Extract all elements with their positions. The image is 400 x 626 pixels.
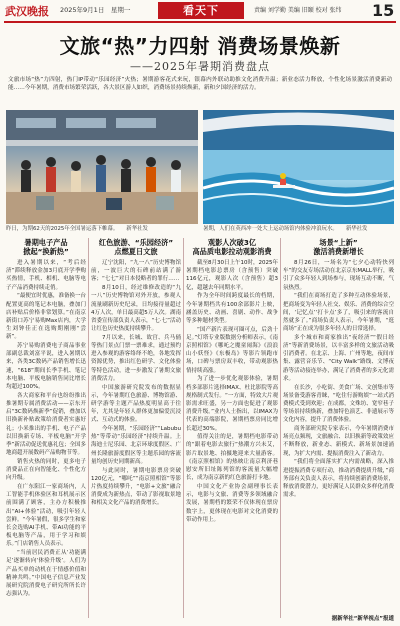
column-divider [88, 238, 89, 618]
article-paragraph: 各大商家和平台也纷纷推出推暑期专属消费活动——京东开启“3C数码焕新季”促销，叠加以旧换新补贴政策给消费者实惠好礼；小米推出的手机、电子产品以旧换新专场、平板电脑“开学季”新活动促送优惠礼包；全国多地商超开展数码产品购物节等。 [6, 392, 86, 457]
article-paragraph: 7月以来，长城、故宫、兵马俑等热门景点门票一票难求，通过预约进入参观的游客络绎不绝，各地发挥资源优势，推出红色研学、文化体验等特色活动，进一步激发了暑期文旅消费活力。 [91, 334, 181, 382]
header-divider [4, 21, 396, 23]
article-column [91, 238, 181, 508]
photo-travelers-illustration [6, 110, 198, 224]
photo-caption-left: 昨日，为期62天的2025年全国暑运落下帷幕。 新华社发 [6, 226, 148, 232]
article-paragraph: 中国旅游研究院发布的数据显示，今年暑期红色旅游、博物馆游、研学游等主题产品热度明显高于往年，尤其是年轻人群体更加偏爱沉浸式、互动式的体验。 [91, 384, 181, 424]
column-heading: 红色旅游、“乐园经济” 点燃夏日文旅 [98, 238, 174, 256]
photo-surf-park [203, 110, 394, 224]
photo-travelers [6, 110, 198, 224]
article-paragraph: 苏宁易购消费电子商品事业部副总裁刘富平说，进入暑期以来，各类3C数码产品销售增长迅速，“618”期间长季手机、笔记本电脑、平板电脑销售同比增长均超过100%。 [6, 343, 86, 391]
section-title: 看天下 [158, 2, 244, 19]
article-paragraph: 为了进一步优化观影体验，暑期档多部影片选择IMAX、杜比影院等高规格制式发行。“一方面，特效大片观影需求旺盛，另一方面也促进了观影消费升级。”业内人士指出，以IMAX为代表的高端影院，暑期档票房同比增长超过30%。 [186, 376, 278, 432]
article-paragraph: 中国文化产业协会副理事长表示，电影与文旅、消费等多领域融合发展，暑期档的繁荣不仅体现在票房数字上，更体现在电影对文化消费的带动作用上。 [186, 483, 278, 523]
article-paragraph: “国产新片表现可圈可点，后劲十足。”灯塔专业版数据分析师表示，《南京照相馆》《哪吒之魔童闹海》《浪浪山小妖怪》《东极岛》等影片领跑市场，口碑与票房双丰收，带动观影热情持续高涨。 [186, 326, 278, 374]
article-paragraph: 在长沙，小吃街、美食广场、文创集市等场景备受游客青睐，“吃住行游购娱”一站式消费模式受到欢迎；在成都，文殊坊、宽窄巷子等场景持续焕新，叠加特色演艺、非遗展示等文化内容，提升了消费体验。 [283, 384, 394, 424]
column-heading: 场景“上新” 激活消费新增长 [313, 238, 364, 256]
article-paragraph: 辽宁沈阳，“九一八”历史博物馆前，一波巨大的石碑前站满了游客；“七七”对日本侵略者的罪行…… [91, 260, 181, 283]
article-paragraph: 8月10日，经过维修改造的“九一八”历史博物馆对外开放，参观人流量刷新历史纪录，日均接待量超过4万人次，单日最高超5万人次。湖南省委宣传部负责人表示，“七·七”活动让红色历史热度持续攀升。 [91, 285, 181, 333]
article-paragraph: 商务部研究院专家表示，今年暑期消费市场亮点频现，文旅融合、以旧换新等政策效应不断释放，新业态、新模式、新场景加速涌现，为扩大内需、提振消费注入了新动力。 [283, 426, 394, 457]
column-heading: 观影人次破3亿 高品质电影拉动观影消费 [192, 238, 272, 256]
article-paragraph: 值得关注的是，暑期档电影带动的“跟着电影去旅行”热潮方兴未艾，影片取景地、拍摄地迎来大量游客。《南京照相馆》的热映让南京利济巷慰安所旧址陈列馆的客流量大幅增长，成为南京新的红色旅游打卡地。 [186, 434, 278, 482]
article-paragraph: 与此同时，暑期电影票房突破120亿元，“哪吒”“南京照相馆”等影片热度持续攀升，“电影+文旅”融合消费成为新热点，带动了影视取景地和相关文化产品的消费增长。 [91, 467, 181, 507]
editor-credits: 责编 刘学勤 美编 旧颐 校对 张纬 [254, 7, 342, 14]
article-paragraph: 销售火热的同时，更多电子消费品正在向智能化、个性化方向升级。 [6, 458, 86, 482]
article-column [6, 238, 86, 599]
source-byline: 据新华社“新华视点”报道 [331, 616, 394, 622]
article-paragraph: “最便宜时优惠，准备换一台配置更高的笔记本电脑，叠加门店补贴后价格非常划算。”在南京新街口苏宁易购Max店内，大学生刘钟佳正在选购期刚刚“尝新”。 [6, 293, 86, 341]
subheadline: ——2025年暑期消费盘点 [130, 60, 270, 73]
masthead: 武汉晚报 [5, 5, 49, 18]
article-paragraph: 作为全年时间跨度最长的档期，今年暑期档共有100余部影片上映，涵盖历史、动画、喜剧、动作、战争等多种题材类型。 [186, 293, 278, 324]
column-divider [183, 238, 184, 618]
article-paragraph: 多个城市和商家推出“夜经济”“假日经济”等新消费场景，以丰富多样的文旅活动吸引消费者。在北京、上海、广州等地，夜间市集、露营音乐节、“City Walk”路线、文博夜游等活动接连举办，满足了消费者的多元化需求。 [283, 334, 394, 382]
article-paragraph: 8月26日，一场名为“七夕心动特快列车”的交友专场活动在北京京东MALL举行，吸引了众多年轻人到场参与，现场互动不断，气氛热烈。 [283, 260, 394, 291]
page-number: 15 [372, 1, 395, 20]
article-paragraph: “我们在商场打造了多种互动体验场景，把商场变为年轻人社交、娱乐、消费的综合空间，‘记忆点’‘打卡点’多了，吸引来的客流自然就多了。”商场负责人表示，今年暑期，“逛商场”正在成为很多年轻人的日常选择。 [283, 293, 394, 333]
page-header [0, 0, 400, 22]
column-heading: 暑期电子产品 掀起“换新热” [23, 238, 69, 256]
article-column [283, 238, 394, 500]
photo-caption-right: 暑期，人们在英西冲一处大上运动场馆内体验冲浪玩水。 新华社发 [203, 226, 368, 232]
article-paragraph: “当前居民消费正从‘功能满足’逐渐转向‘体验升级’。人们为产品买单的动机在于情感价值和精神共鸣。”中国电子信息产业发展研究院消费电子研究所所长许志强认为。 [6, 550, 86, 598]
article-paragraph: 今年暑期，“乐园经济”“Labubu热”等带动“乐园经济”持续升温。上海迪士尼乐园、北京环球度假区、广州长隆旅游度假区等主题乐园的客流量均创历史同期新高。 [91, 426, 181, 465]
article-paragraph: “我们将全面落实扩大内需战略，深入推进提振消费专项行动，推动消费提质升级，”商务部有关负责人表示，将持续创新消费场景，释放消费潜力，更好满足人民群众多样化消费需求。 [283, 459, 394, 499]
headline: 文旅“热”力四射 消费场景焕新 [59, 34, 341, 58]
photo-surf-park-illustration [203, 110, 394, 224]
article-paragraph: 在广东阳江一家商场内，人工智能手机体验区和耳机展示区前围满了顾客，主办方积极推出“AI+体验”活动，吸引年轻人尝鲜。“今年暑假，很多学生和家长会选购AI手机、带AI功能的平板电脑等产品，用于学习和娱乐。”门店销售人员表示。 [6, 483, 86, 548]
article-paragraph: 截至8月30日上午10时，2025年暑期档电影总票房（含预售）突破116亿元，观影人次（含预售）超3亿，超越去年同期水平。 [186, 260, 278, 291]
column-divider [280, 238, 281, 618]
article-paragraph: 进入暑期以来，“考后经济”滞续释放金加3月底开学季购买热情，手机、相机、电脑等电子产品消费持续走俏。 [6, 260, 86, 291]
article-column [186, 238, 278, 525]
issue-date: 2025年9月1日 星期一 [60, 6, 131, 14]
lead-paragraph: 文旅市场“热”力四射，热门IP带动“乐园经济”火热；暑期游客花式来玩，银幕内外联动助推文化消费升温；新业态活力释放，个性化场景激活消费新动能……今年暑期，消费市场繁荣活跃，各大景区游人如织，消费场景持续焕新，新和夕国经济的活力。 [8, 77, 392, 92]
